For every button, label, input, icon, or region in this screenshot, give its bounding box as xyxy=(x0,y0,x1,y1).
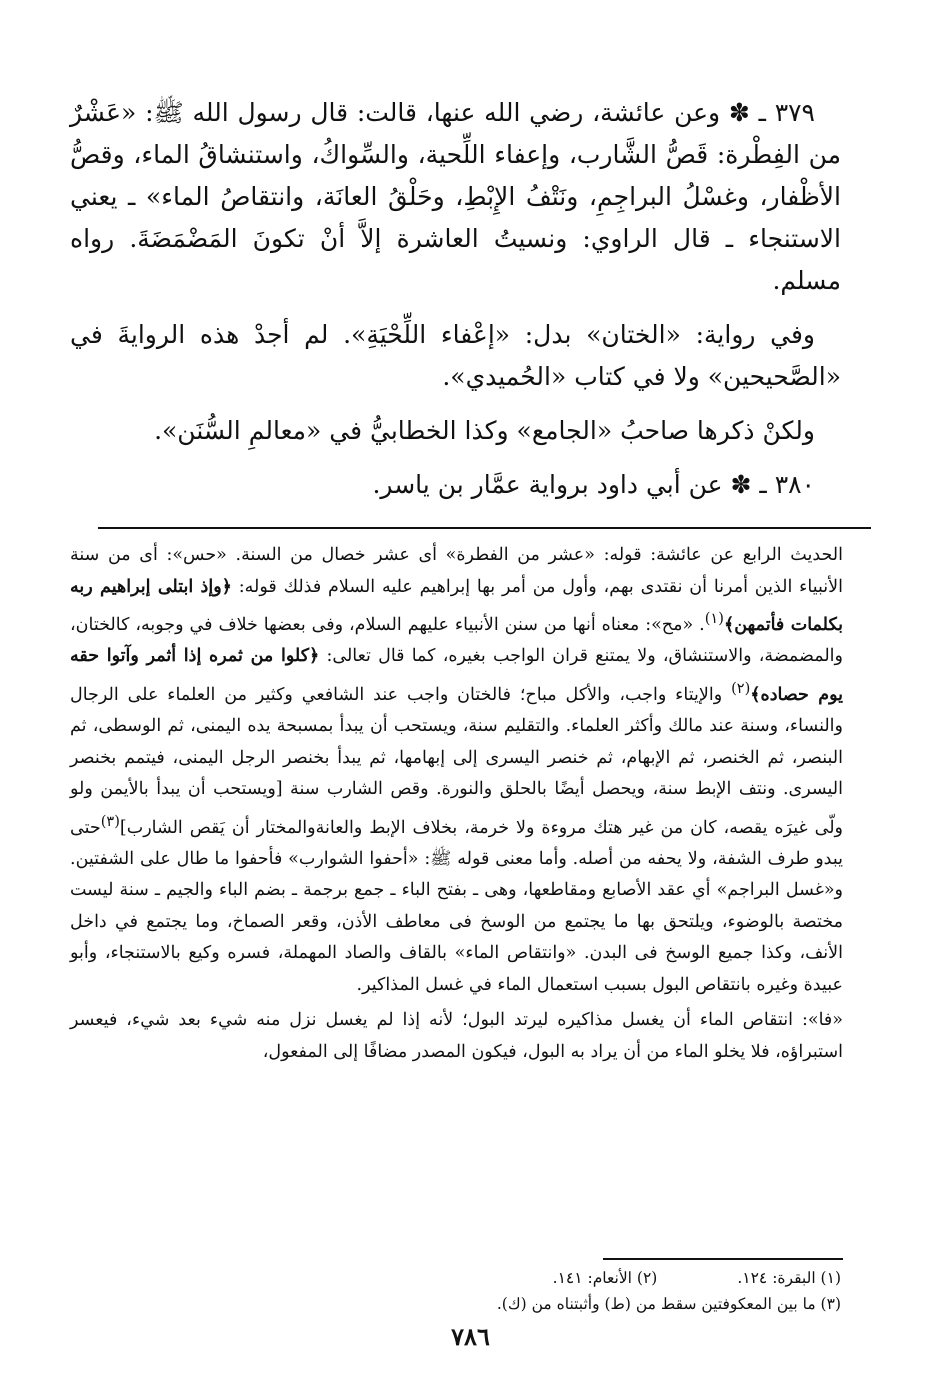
commentary-paragraph-2: «فا»: انتقاص الماء أن يغسل مذاكيره ليرتد البول؛ لأنه إذا لم يغسل نزل منه شيء بعد شيء، فيعسر استبراؤه، فلا يخلو الماء من أن يراد به البول، فيكون المصدر مضافًا إلى المفعول، xyxy=(70,1010,843,1062)
hadith-380: ٣٨٠ ـ ✽ عن أبي داود برواية عمَّار بن ياسر. xyxy=(372,470,815,499)
footnotes-row xyxy=(70,1265,841,1291)
main-text xyxy=(70,92,841,518)
commentary xyxy=(70,540,843,1072)
commentary-text-c: والإيتاء واجب، والأكل مباح؛ فالختان واجب عند الشافعي وكثير من العلماء على الرجال والنساء، وسنة عند مالك وأكثر العلماء. والتقليم سنة، ويستحب أن يبدأ بمسبحة يده اليمنى، ثم الوسطى، ثم البنصر، ثم الخنصر، ثم الإبهام، ثم خنصر اليسرى إلى إبهامها، ثم يبدأ بخنصر الرجل اليمنى، فيتمم بخنصر اليسرى. ونتف الإبط سنة، ويحصل أيضًا بالحلق والنورة. وقص الشارب سنة [ويستحب أن يبدأ بالأيمن ولو ولّى غيرَه يقصه، كان من غير هتك مروءة ولا خرمة، بخلاف الإبط والعانةوالمختار أن يَقص الشارب] xyxy=(70,684,843,838)
quran-verse-2: ﴿كلوا من ثمره إذا أثمر وآتوا حقه يوم حصاده﴾ xyxy=(70,646,843,705)
footnote-ref-1: (١) xyxy=(704,610,724,627)
lakin-note: ولكنْ ذكرها صاحبُ «الجامع» وكذا الخطابيُّ في «معالمِ السُّنَن». xyxy=(154,416,815,445)
commentary-text-a: الحديث الرابع عن عائشة: قوله: «عشر من الفطرة» أى عشر خصال من السنة. «حس»: أى من سنة الأنبياء الذين أمرنا أن نقتدى بهم، وأول من أمر بها إبراهيم عليه السلام فذلك قوله: xyxy=(70,545,843,597)
footnote-ref-3: (٣) xyxy=(100,812,120,830)
footnote-3: (٣) ما بين المعكوفتين سقط من (ط) وأثبتناه من (ك). xyxy=(496,1295,841,1313)
hadith-379: ٣٧٩ ـ ✽ وعن عائشة، رضي الله عنها، قالت: قال رسول الله ﷺ: «عَشْرٌ من الفِطْرة: قَصُّ الشَّارب، وإعفاء اللِّحية، والسِّواكُ، واستنشاقُ الماء، وقصُّ الأظْفار، وغسْلُ البراجِمِ، ونَتْفُ الإِبْطِ، وحَلْقُ العانَة، وانتقاصُ الماء» ـ يعني الاستنجاء ـ قال الراوي: ونسيتُ العاشرة إلاَّ أنْ تكونَ المَضْمَضَةَ. رواه مسلم. xyxy=(70,98,841,295)
commentary-text-d: حتى يبدو طرف الشفة، ولا يحفه من أصله. وأما معنى قوله ﷺ: «أحفوا الشوارب» فأحفوا ما طال على الشفتين. و«غسل البراجم» أي عقد الأصابع ومقاطعها، وهى ـ بفتح الباء ـ جمع برجمة ـ بضم الباء والجيم ـ سنة ليست مختصة بالوضوء، ويلتحق بها ما يجتمع من الوسخ فى معاطف الأذن، وقعر الصماخ، وما يجتمع في داخل الأنف، وكذا جميع الوسخ فى البدن. «وانتقاص الماء» بالقاف والصاد المهملة، فسره وكيع بالاستنجاء، وأبو عبيدة وغيره بانتقاص البول بسبب استعمال الماء في غسل المذاكير. xyxy=(70,817,843,995)
commentary-text-b: . «مح»: معناه أنها من سنن الأنبياء عليهم السلام، وفى بعضها خلاف في وجوبه، كالختان، والمضمضة، والاستنشاق، ولا يمتنع قران الواجب بغيره، كما قال تعالى: xyxy=(70,614,843,667)
footnote-1: (١) البقرة: ١٢٤. xyxy=(737,1269,841,1287)
riwaya-note: وفي رواية: «الختان» بدل: «إعْفاء اللِّحْيَةِ». لم أجدْ هذه الروايةَ في «الصَّحيحين» ولا في كتاب «الحُميدي». xyxy=(70,320,841,391)
quran-verse-1: ﴿وإذ ابتلى إبراهيم ربه بكلمات فأتمهن﴾ xyxy=(70,576,844,635)
page-number: ٧٨٦ xyxy=(451,1322,490,1351)
footnote-2: (٢) الأنعام: ١٤١. xyxy=(552,1269,658,1287)
footnote-divider xyxy=(603,1258,843,1260)
footnote-ref-2: (٢) xyxy=(731,679,751,697)
commentary-paragraph-1 xyxy=(70,540,843,1001)
main-divider xyxy=(98,527,871,529)
footnotes xyxy=(70,1265,841,1317)
